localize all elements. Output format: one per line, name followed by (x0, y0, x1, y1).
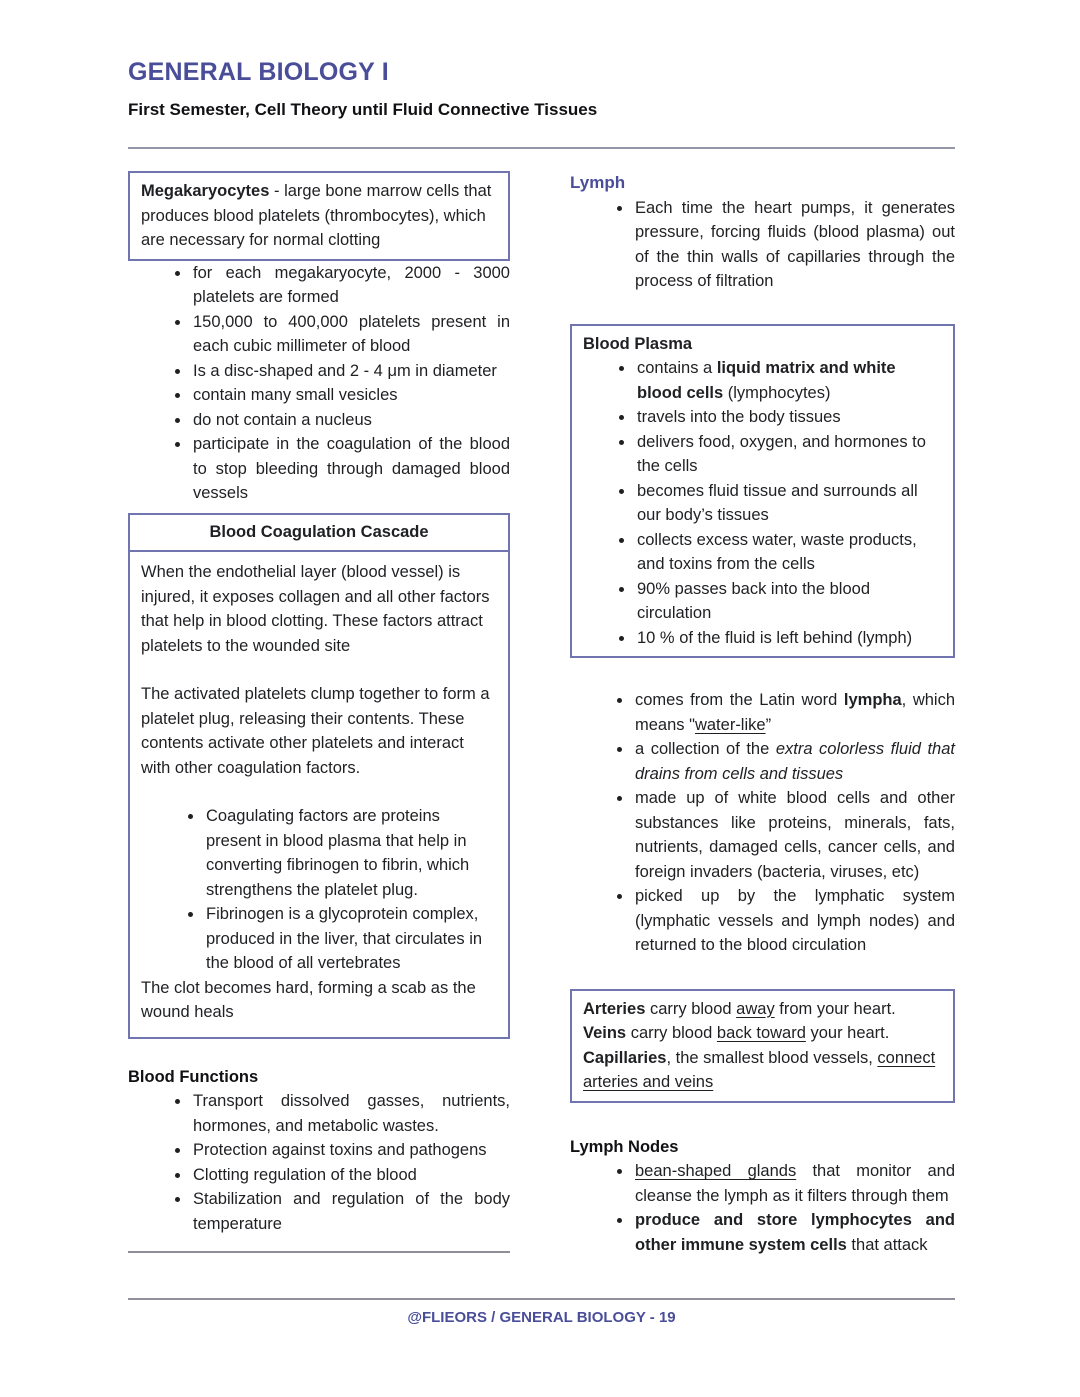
list-item: • contains a liquid matrix and white blood cells (lymphocytes) (635, 356, 942, 405)
coagulation-box-body (130, 552, 508, 1037)
list-item: • contain many small vesicles (191, 383, 510, 408)
vessels-text (583, 997, 942, 1095)
list-item: • 90% passes back into the blood circulation (635, 577, 942, 626)
blood-plasma-box (570, 324, 955, 659)
header-divider (128, 147, 955, 149)
left-column-divider (128, 1251, 510, 1253)
left-column (128, 171, 510, 1253)
page-subtitle: First Semester, Cell Theory until Fluid Connective Tissues (128, 100, 598, 119)
list-item: Arteries carry blood away from your heart. (583, 999, 896, 1018)
list-item: • Is a disc-shaped and 2 - 4 μm in diameter (191, 359, 510, 384)
lymph-bullet-list (570, 196, 955, 294)
list-item: • 150,000 to 400,000 platelets present in each cubic millimeter of blood (191, 310, 510, 359)
megakaryocytes-definition: Megakaryocytes - large bone marrow cells that produces blood platelets (thrombocytes), which are necessary for normal clotting (141, 182, 492, 249)
list-item: • made up of white blood cells and other substances like proteins, minerals, fats, nutrients, damaged cells, cancer cells, and foreign invaders (bacteria, viruses, etc) (633, 786, 955, 884)
list-item: • Stabilization and regulation of the body temperature (191, 1187, 510, 1236)
list-item: • Fibrinogen is a glycoprotein complex, produced in the liver, that circulates in the blood of all vertebrates (204, 902, 497, 976)
coagulation-paragraph-2: The activated platelets clump together to form a platelet plug, releasing their contents. These contents activate other platelets and interact with other coagulation factors. (141, 685, 490, 777)
right-column (570, 171, 955, 1257)
list-item: • produce and store lymphocytes and other immune system cells that attack (633, 1208, 955, 1257)
list-item: • bean-shaped glands that monitor and cleanse the lymph as it filters through them (633, 1159, 955, 1208)
list-item: • picked up by the lymphatic system (lymphatic vessels and lymph nodes) and returned to the blood circulation (633, 884, 955, 958)
list-item: • becomes fluid tissue and surrounds all our body’s tissues (635, 479, 942, 528)
list-item: • Coagulating factors are proteins present in blood plasma that help in converting fibrinogen to fibrin, which strengthens the platelet plug. (204, 804, 497, 902)
list-item: • Transport dissolved gasses, nutrients, hormones, and metabolic wastes. (191, 1089, 510, 1138)
list-item: • 10 % of the fluid is left behind (lymph) (635, 626, 942, 651)
list-item: • travels into the body tissues (635, 405, 942, 430)
coagulation-paragraph-1: When the endothelial layer (blood vessel) is injured, it exposes collagen and all other factors that help in blood clotting. These factors attract platelets to the wounded site (141, 563, 490, 655)
footer-divider (128, 1298, 955, 1300)
list-item: • Each time the heart pumps, it generates pressure, forcing fluids (blood plasma) out of the thin walls of capillaries through the process of filtration (633, 196, 955, 294)
list-item: • Clotting regulation of the blood (191, 1163, 510, 1188)
blood-functions-heading: Blood Functions (128, 1067, 259, 1086)
list-item: Veins carry blood back toward your heart. (583, 1024, 890, 1042)
footer-text: @FLIEORS / GENERAL BIOLOGY - 19 (407, 1309, 676, 1326)
vessels-box (570, 989, 955, 1103)
list-item: • delivers food, oxygen, and hormones to the cells (635, 430, 942, 479)
page-footer (128, 1298, 955, 1326)
blood-functions-bullet-list (128, 1089, 510, 1236)
lymph-origin-bullet-list (570, 688, 955, 958)
list-item: • do not contain a nucleus (191, 408, 510, 433)
list-item: • a collection of the extra colorless fluid that drains from cells and tissues (633, 737, 955, 786)
blood-plasma-bullet-list (583, 356, 942, 650)
lymph-nodes-bullet-list (570, 1159, 955, 1257)
lymph-heading: Lymph (570, 173, 626, 192)
list-item: • Protection against toxins and pathogens (191, 1138, 510, 1163)
list-item: • for each megakaryocyte, 2000 - 3000 platelets are formed (191, 261, 510, 310)
coagulation-bullet-list (141, 804, 497, 976)
content-columns (128, 171, 955, 1257)
megakaryocyte-bullet-list (128, 261, 510, 506)
coagulation-paragraph-3: The clot becomes hard, forming a scab as the wound heals (141, 978, 476, 1021)
list-item: • collects excess water, waste products, and toxins from the cells (635, 528, 942, 577)
blood-plasma-heading: Blood Plasma (583, 334, 693, 353)
page-title: GENERAL BIOLOGY I (128, 58, 389, 86)
list-item: • participate in the coagulation of the blood to stop bleeding through damaged blood vessels (191, 432, 510, 506)
list-item: • comes from the Latin word lympha, which means "water-like” (633, 688, 955, 737)
coagulation-box-title: Blood Coagulation Cascade (130, 515, 508, 553)
coagulation-box (128, 513, 510, 1039)
list-item: Capillaries, the smallest blood vessels, connect arteries and veins (583, 1048, 936, 1091)
lymph-nodes-heading: Lymph Nodes (570, 1137, 679, 1156)
megakaryocytes-box (128, 171, 510, 261)
